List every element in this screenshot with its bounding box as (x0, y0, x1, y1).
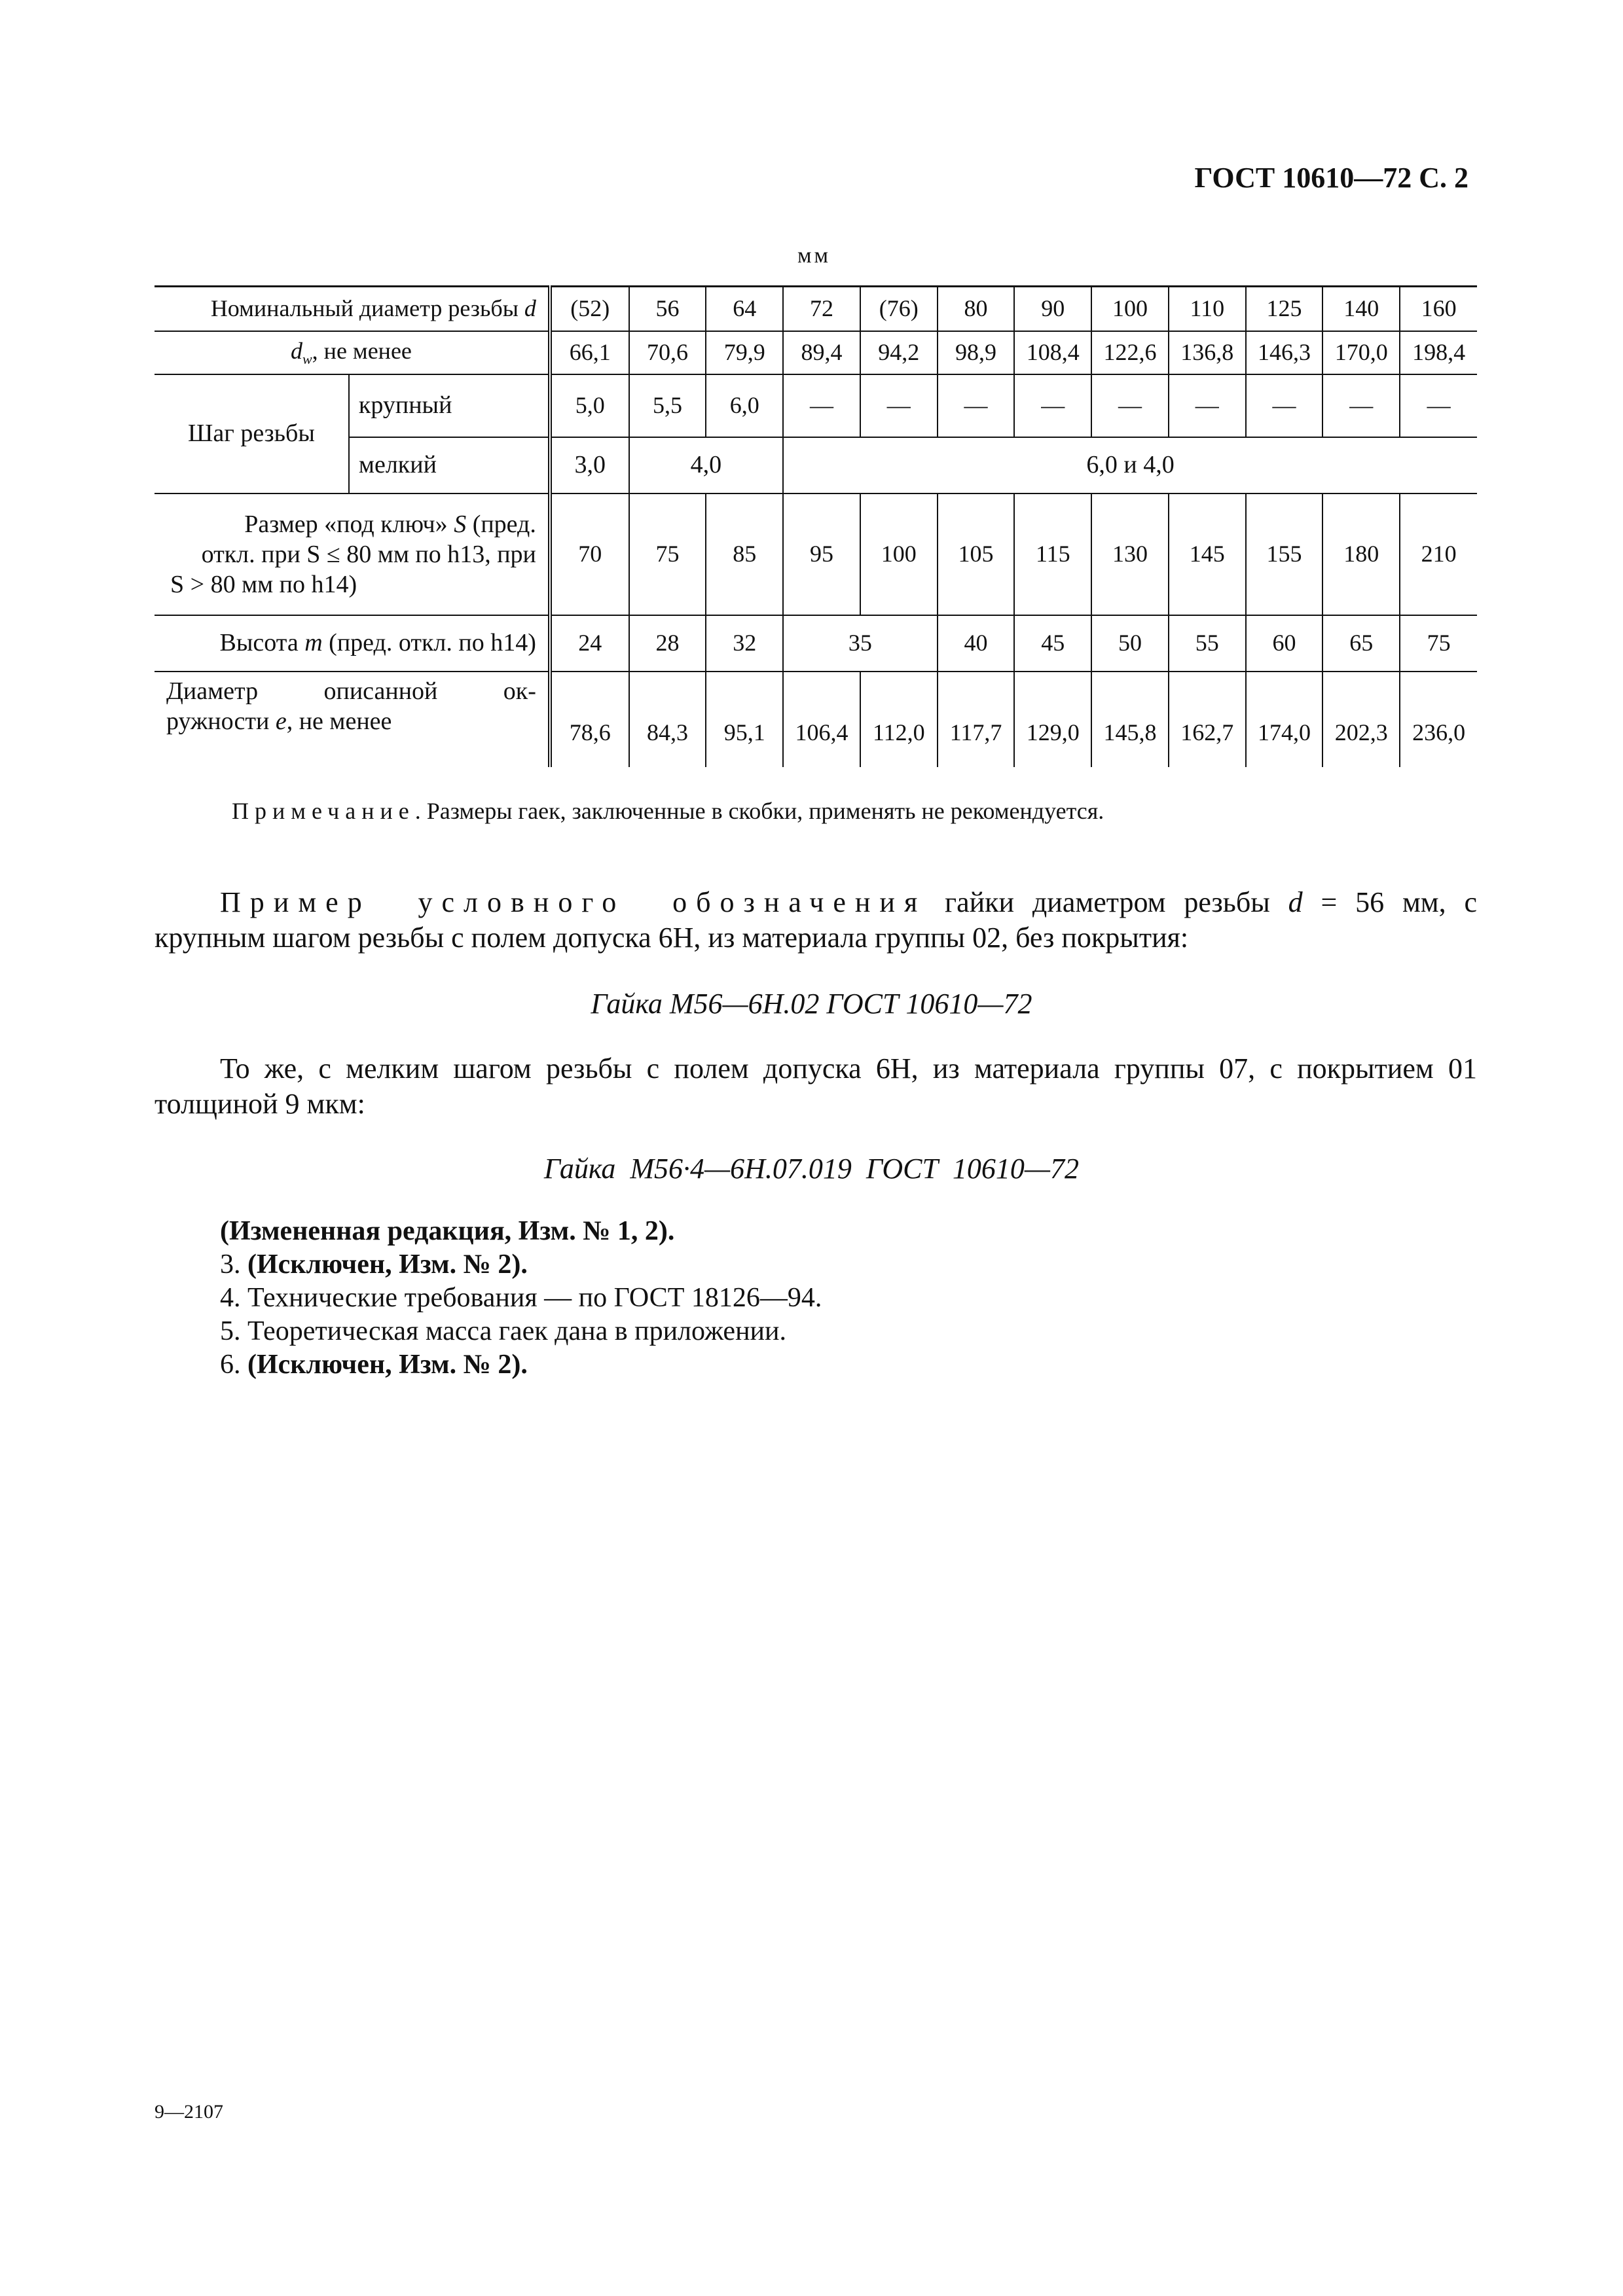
cell-e: 202,3 (1322, 672, 1400, 767)
cell-m: 35 (783, 615, 938, 672)
cell-m: 40 (938, 615, 1015, 672)
cell-coarse: 6,0 (706, 374, 783, 437)
cell-s: 75 (629, 493, 706, 615)
label-dw: $d_w$, не менее (155, 331, 550, 374)
cell-m: 65 (1322, 615, 1400, 672)
cell-d: 140 (1322, 287, 1400, 331)
cell-d: 64 (706, 287, 783, 331)
label-wrench-size: Размер «под ключ» S (пред. откл. при S ≤ 80 мм по h13, при S > 80 мм по h14) (155, 493, 550, 615)
cell-coarse: — (938, 374, 1015, 437)
cell-s: 100 (860, 493, 938, 615)
cell-coarse: — (783, 374, 860, 437)
cell-coarse: — (1169, 374, 1246, 437)
cell-e: 236,0 (1400, 672, 1477, 767)
cell-d: 80 (938, 287, 1015, 331)
cell-e: 174,0 (1246, 672, 1323, 767)
cell-d: 160 (1400, 287, 1477, 331)
cell-dw: 94,2 (860, 331, 938, 374)
cell-fine: 6,0 и 4,0 (783, 437, 1477, 493)
cell-dw: 198,4 (1400, 331, 1477, 374)
cell-s: 105 (938, 493, 1015, 615)
cell-dw: 122,6 (1091, 331, 1169, 374)
cell-dw: 146,3 (1246, 331, 1323, 374)
cell-m: 50 (1091, 615, 1169, 672)
cell-d: 110 (1169, 287, 1246, 331)
cell-coarse: 5,5 (629, 374, 706, 437)
label-height: Высота m (пред. откл. по h14) (155, 615, 550, 672)
page-header: ГОСТ 10610—72 С. 2 (1194, 162, 1468, 194)
label-coarse: крупный (349, 374, 550, 437)
list-item: 3. (Исключен, Изм. № 2). (220, 1249, 528, 1280)
cell-e: 95,1 (706, 672, 783, 767)
cell-d: (76) (860, 287, 938, 331)
cell-s: 70 (550, 493, 629, 615)
cell-s: 95 (783, 493, 860, 615)
cell-e: 78,6 (550, 672, 629, 767)
row-pitch-fine (155, 437, 1477, 493)
cell-fine: 3,0 (550, 437, 629, 493)
example2-designation: Гайка М56·4—6Н.07.019 ГОСТ 10610—72 (543, 1153, 1080, 1185)
cell-dw: 98,9 (938, 331, 1015, 374)
cell-m: 60 (1246, 615, 1323, 672)
cell-d: 90 (1014, 287, 1091, 331)
example1-designation: Гайка М56—6Н.02 ГОСТ 10610—72 (591, 988, 1032, 1020)
cell-m: 55 (1169, 615, 1246, 672)
cell-s: 145 (1169, 493, 1246, 615)
cell-dw: 170,0 (1322, 331, 1400, 374)
cell-dw: 89,4 (783, 331, 860, 374)
cell-s: 180 (1322, 493, 1400, 615)
cell-m: 28 (629, 615, 706, 672)
cell-s: 115 (1014, 493, 1091, 615)
cell-d: 125 (1246, 287, 1323, 331)
cell-coarse: — (1246, 374, 1323, 437)
cell-m: 75 (1400, 615, 1477, 672)
cell-e: 162,7 (1169, 672, 1246, 767)
row-dw (155, 331, 1477, 374)
cell-e: 145,8 (1091, 672, 1169, 767)
page-footer-code: 9—2107 (155, 2101, 223, 2123)
example1-paragraph: Пример условного обозначения гайки диаметром резьбы d = 56 мм, с крупным шагом резьбы с полем допуска 6Н, из материала группы 02, без покрытия: (155, 886, 1478, 954)
label-nominal-diameter: Номинальный диаметр резьбы d (155, 287, 550, 331)
cell-m: 45 (1014, 615, 1091, 672)
cell-s: 155 (1246, 493, 1323, 615)
row-circumscribed-diameter (155, 672, 1477, 767)
cell-dw: 108,4 (1014, 331, 1091, 374)
cell-e: 112,0 (860, 672, 938, 767)
row-wrench-size (155, 493, 1477, 615)
cell-dw: 136,8 (1169, 331, 1246, 374)
cell-coarse: — (1091, 374, 1169, 437)
cell-d: 100 (1091, 287, 1169, 331)
cell-coarse: — (860, 374, 938, 437)
cell-e: 117,7 (938, 672, 1015, 767)
row-pitch-coarse (155, 374, 1477, 437)
cell-d: 72 (783, 287, 860, 331)
clause-list (220, 1215, 822, 1382)
cell-s: 85 (706, 493, 783, 615)
unit-label: мм (797, 243, 831, 268)
cell-coarse: 5,0 (550, 374, 629, 437)
cell-s: 210 (1400, 493, 1477, 615)
cell-coarse: — (1014, 374, 1091, 437)
cell-dw: 66,1 (550, 331, 629, 374)
cell-dw: 79,9 (706, 331, 783, 374)
label-thread-pitch: Шаг резьбы (155, 374, 349, 493)
list-item: 6. (Исключен, Изм. № 2). (220, 1350, 528, 1380)
list-item: 5. Теоретическая масса гаек дана в приложении. (220, 1316, 786, 1346)
cell-fine: 4,0 (629, 437, 784, 493)
row-height (155, 615, 1477, 672)
cell-m: 24 (550, 615, 629, 672)
cell-e: 129,0 (1014, 672, 1091, 767)
cell-s: 130 (1091, 493, 1169, 615)
list-item: 4. Технические требования — по ГОСТ 18126—94. (220, 1283, 822, 1313)
cell-coarse: — (1400, 374, 1477, 437)
table-note: Примечание. Размеры гаек, заключенные в скобки, применять не рекомендуется. (232, 798, 1104, 824)
cell-e: 84,3 (629, 672, 706, 767)
cell-d: (52) (550, 287, 629, 331)
cell-m: 32 (706, 615, 783, 672)
cell-e: 106,4 (783, 672, 860, 767)
cell-coarse: — (1322, 374, 1400, 437)
amendment-note: (Измененная редакция, Изм. № 1, 2). (220, 1216, 675, 1246)
nut-dimensions-table (155, 285, 1477, 767)
cell-d: 56 (629, 287, 706, 331)
row-nominal-diameter (155, 287, 1477, 331)
label-circumscribed-diameter: Диаметр описанной ок- ружности e, не менее (155, 672, 550, 767)
label-fine: мелкий (349, 437, 550, 493)
cell-dw: 70,6 (629, 331, 706, 374)
example2-paragraph: То же, с мелким шагом резьбы с полем допуска 6Н, из материала группы 07, с покрытием 01 толщиной 9 мкм: (155, 1052, 1477, 1120)
